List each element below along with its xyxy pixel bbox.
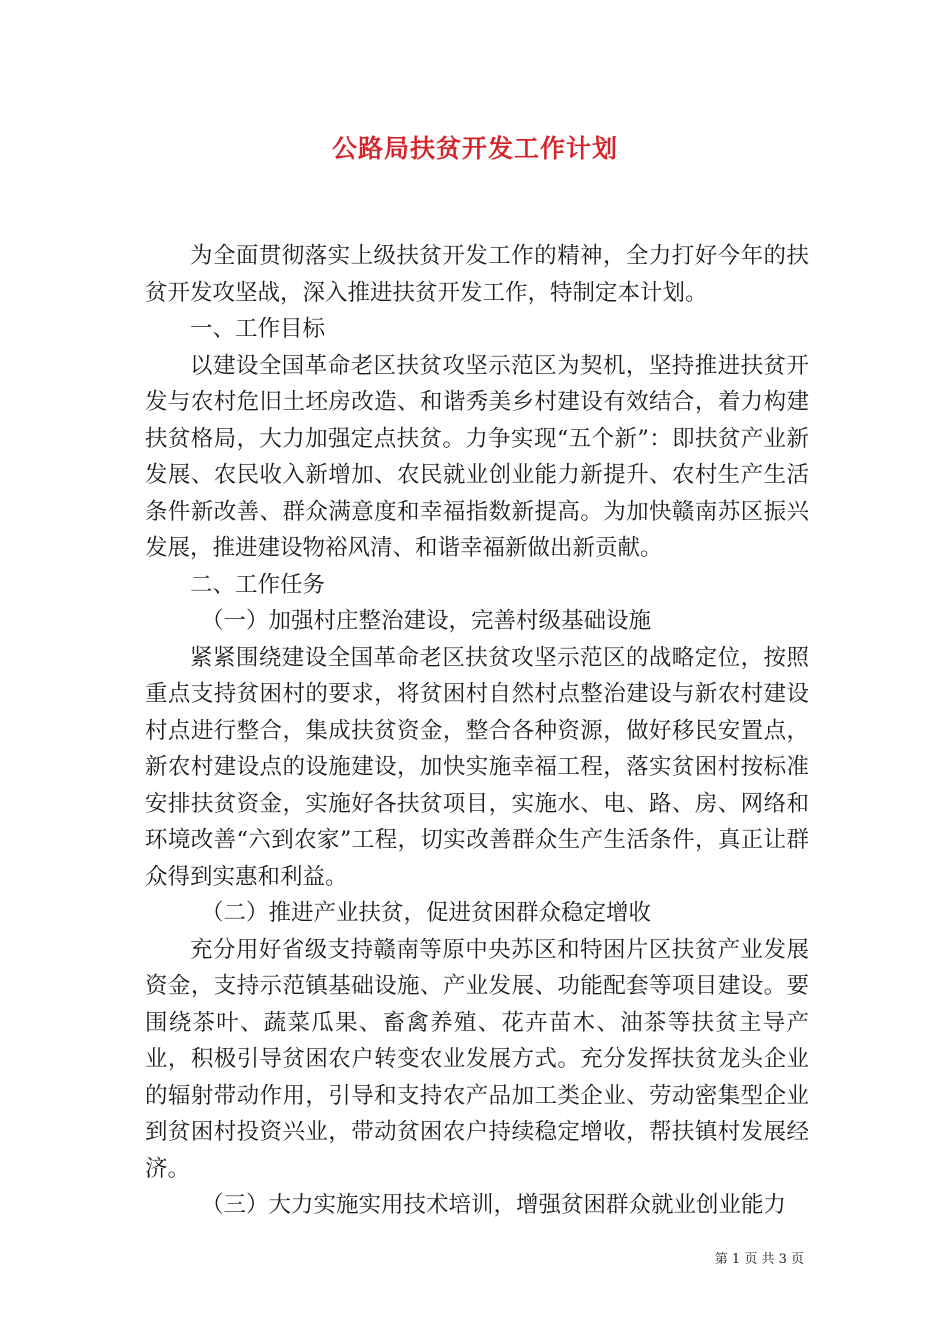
subheading-industry-poverty-relief: （二）推进产业扶贫，促进贫困群众稳定增收 — [201, 900, 652, 926]
intro-paragraph: 为全面贯彻落实上级扶贫开发工作的精神，全力打好今年的扶贫开发攻坚战，深入推进扶贫开发工作，特制定本计划。 — [145, 243, 809, 306]
section-heading-goals: 一、工作目标 — [190, 316, 326, 342]
goals-paragraph: 以建设全国革命老区扶贫攻坚示范区为契机，坚持推进扶贫开发与农村危旧土坯房改造、和谐秀美乡村建设有效结合，着力构建扶贫格局，大力加强定点扶贫。力争实现“五个新”：即扶贫产业新发展、农民收入新增加、农民就业创业能力新提升、农村生产生活条件新改善、群众满意度和幸福指数新提高。为加快赣南苏区振兴发展，推进建设物裕风清、和谐幸福新做出新贡献。 — [145, 352, 809, 561]
subheading-technical-training: （三）大力实施实用技术培训，增强贫困群众就业创业能力 — [201, 1192, 787, 1218]
subheading-village-construction: （一）加强村庄整治建设，完善村级基础设施 — [201, 608, 652, 634]
page-number-footer: 第 1 页 共 3 页 — [714, 1252, 804, 1267]
document-title: 公路局扶贫开发工作计划 — [331, 134, 618, 163]
section-heading-tasks: 二、工作任务 — [190, 571, 326, 598]
industry-poverty-relief-paragraph: 充分用好省级支持赣南等原中央苏区和特困片区扶贫产业发展资金，支持示范镇基础设施、产业发展、功能配套等项目建设。要围绕茶叶、蔬菜瓜果、畜禽养殖、花卉苗木、油茶等扶贫主导产业，积极引导贫困农户转变农业发展方式。充分发挥扶贫龙头企业的辐射带动作用，引导和支持农产品加工类企业、劳动密集型企业到贫困村投资兴业，带动贫困农户持续稳定增收，帮扶镇村发展经济。 — [145, 936, 809, 1182]
document-body — [145, 238, 809, 1224]
village-construction-paragraph: 紧紧围绕建设全国革命老区扶贫攻坚示范区的战略定位，按照重点支持贫困村的要求，将贫困村自然村点整治建设与新农村建设村点进行整合，集成扶贫资金，整合各种资源，做好移民安置点，新农村建设点的设施建设，加快实施幸福工程，落实贫困村按标准安排扶贫资金，实施好各扶贫项目，实施水、电、路、房、网络和环境改善“六到农家”工程，切实改善群众生产生活条件，真正让群众得到实惠和利益。 — [145, 644, 809, 890]
